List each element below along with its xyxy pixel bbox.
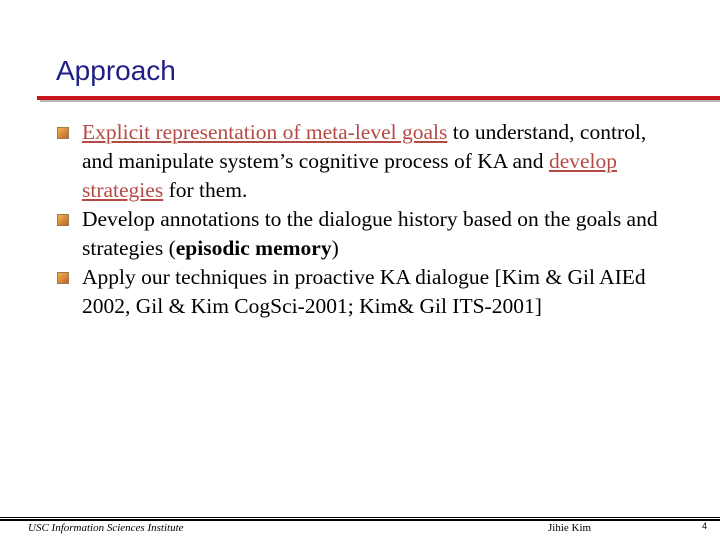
bullet-item-2	[0, 205, 682, 263]
bullet-icon	[57, 272, 69, 284]
bullet-text: for them.	[163, 178, 248, 202]
bullet-text: to understand, control, and manipulate system’s cognitive process of KA and	[82, 120, 647, 173]
hyperlink-develop-strategies[interactable]: develop strategies	[82, 149, 617, 202]
footer-rule	[0, 517, 720, 518]
footer-author: Jihie Kim	[548, 522, 592, 534]
page-number: 4	[702, 521, 708, 531]
bullet-icon	[57, 127, 69, 139]
bullet-text: Apply our techniques in proactive KA dialogue [Kim & Gil AIEd 2002, Gil & Kim CogSci-2001; Kim& Gil ITS-2001]	[82, 265, 646, 318]
bullet-bold-text: episodic memory	[175, 236, 332, 260]
title-underline-shadow	[40, 100, 720, 102]
footer-rule	[0, 519, 720, 521]
hyperlink-meta-level-goals[interactable]: Explicit representation of meta-level goals	[82, 120, 448, 144]
bullet-icon	[57, 214, 69, 226]
slide-title: Approach	[56, 55, 176, 86]
bullet-item-1	[0, 118, 682, 205]
bullet-list	[0, 118, 720, 321]
bullet-text: Develop annotations to the dialogue history based on the goals and strategies (	[82, 207, 658, 260]
bullet-item-3	[0, 263, 682, 321]
footer-institution: USC Information Sciences Institute	[28, 522, 184, 534]
bullet-text: )	[331, 236, 339, 260]
